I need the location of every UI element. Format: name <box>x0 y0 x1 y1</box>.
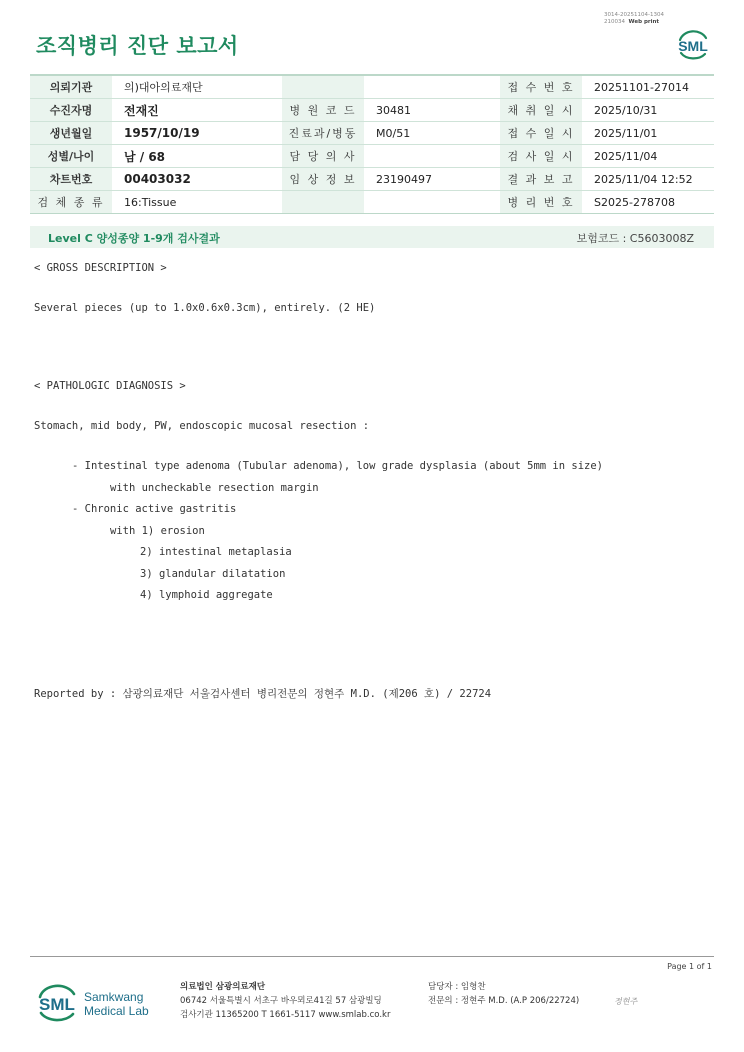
footer-logo-text: SML <box>39 995 75 1014</box>
result-level: Level C 양성종양 1-9개 검사결과 <box>48 232 220 245</box>
diagnosis-1-sub: with uncheckable resection margin <box>110 482 319 494</box>
footer-org: 의료법인 삼광의료재단 <box>180 982 266 992</box>
info-value: 2025/11/04 <box>582 145 714 168</box>
info-value: 의)대아의료재단 <box>112 75 282 99</box>
info-row <box>30 99 714 122</box>
info-value: 전재진 <box>112 99 282 122</box>
info-value: 2025/11/04 12:52 <box>582 168 714 191</box>
info-label: 임 상 정 보 <box>282 168 364 191</box>
diagnosis-1: - Intestinal type adenoma (Tubular adenoma), low grade dysplasia (about 5mm in size) <box>72 460 604 472</box>
info-row <box>30 122 714 145</box>
info-label: 접 수 번 호 <box>500 75 582 99</box>
page-number: Page 1 of 1 <box>667 962 712 971</box>
footer-divider <box>30 956 714 957</box>
info-label: 차트번호 <box>30 168 112 191</box>
footer-org-info <box>180 980 390 1022</box>
info-value: 2025/10/31 <box>582 99 714 122</box>
diagnosis-2-sub-4: 4) lymphoid aggregate <box>140 589 273 601</box>
info-value: 30481 <box>364 99 500 122</box>
info-label: 검 체 종 류 <box>30 191 112 214</box>
result-bar <box>30 226 714 248</box>
info-row <box>30 145 714 168</box>
insurance-code: 보험코드 : C5603008Z <box>576 232 694 245</box>
info-value: 2025/11/01 <box>582 122 714 145</box>
info-value: M0/51 <box>364 122 500 145</box>
sml-logo-icon <box>672 26 714 64</box>
info-label: 채 취 일 시 <box>500 99 582 122</box>
info-value: 23190497 <box>364 168 500 191</box>
gross-header: < GROSS DESCRIPTION > <box>34 262 167 274</box>
diagnosis-2-sub-2: 2) intestinal metaplasia <box>140 546 292 558</box>
info-label: 의뢰기관 <box>30 75 112 99</box>
patient-info-table <box>30 74 714 214</box>
gross-text: Several pieces (up to 1.0x0.6x0.3cm), entirely. (2 HE) <box>34 302 376 314</box>
info-row <box>30 168 714 191</box>
info-value <box>364 145 500 168</box>
samkwang-logo-icon <box>36 980 156 1026</box>
path-header: < PATHOLOGIC DIAGNOSIS > <box>34 380 186 392</box>
info-label: 성별/나이 <box>30 145 112 168</box>
info-label: 병 원 코 드 <box>282 99 364 122</box>
info-label: 생년월일 <box>30 122 112 145</box>
info-value: S2025-278708 <box>582 191 714 214</box>
info-row <box>30 75 714 99</box>
path-site: Stomach, mid body, PW, endoscopic mucosal resection : <box>34 420 370 432</box>
info-label: 담 당 의 사 <box>282 145 364 168</box>
info-label: 접 수 일 시 <box>500 122 582 145</box>
info-value: 00403032 <box>112 168 282 191</box>
info-label: 병 리 번 호 <box>500 191 582 214</box>
doctor-value: 정현주 M.D. (A.P 206/22724) <box>460 996 580 1006</box>
info-label: 결 과 보 고 <box>500 168 582 191</box>
info-label: 검 사 일 시 <box>500 145 582 168</box>
report-title: 조직병리 진단 보고서 <box>36 34 239 58</box>
info-row <box>30 191 714 214</box>
print-info: 3014-20251104-1304 210034 Web print <box>604 12 664 25</box>
diagnosis-2-sub-1: with 1) erosion <box>110 525 205 537</box>
diagnosis-2-sub-3: 3) glandular dilatation <box>140 568 286 580</box>
info-value: 남 / 68 <box>112 145 282 168</box>
info-value: 20251101-27014 <box>582 75 714 99</box>
info-value: 1957/10/19 <box>112 122 282 145</box>
logo-text: SML <box>678 38 708 54</box>
footer-logo-name-2: Medical Lab <box>84 1004 149 1018</box>
footer-address: 06742 서울특별시 서초구 바우뫼로41길 57 삼광빌딩 <box>180 996 382 1006</box>
doctor-label: 전문의 : <box>428 996 459 1006</box>
info-label <box>282 75 364 99</box>
info-label: 수진자명 <box>30 99 112 122</box>
footer-staff-info <box>428 980 579 1008</box>
info-value <box>364 191 500 214</box>
info-label <box>282 191 364 214</box>
footer-contact: 검사기관 11365200 T 1661-5117 www.smlab.co.kr <box>180 1010 391 1020</box>
diagnosis-2: - Chronic active gastritis <box>72 503 237 515</box>
footer-logo-name-1: Samkwang <box>84 990 144 1004</box>
info-label: 진료과/병동 <box>282 122 364 145</box>
staff-label: 담당자 : <box>428 982 459 992</box>
reported-by: Reported by : 삼광의료재단 서울검사센터 병리전문의 정현주 M.D. (제206 호) / 22724 <box>34 688 492 700</box>
doctor-signature: 정현주 <box>614 997 638 1006</box>
staff-value: 임형찬 <box>460 982 486 992</box>
info-value <box>364 75 500 99</box>
info-value: 16:Tissue <box>112 191 282 214</box>
